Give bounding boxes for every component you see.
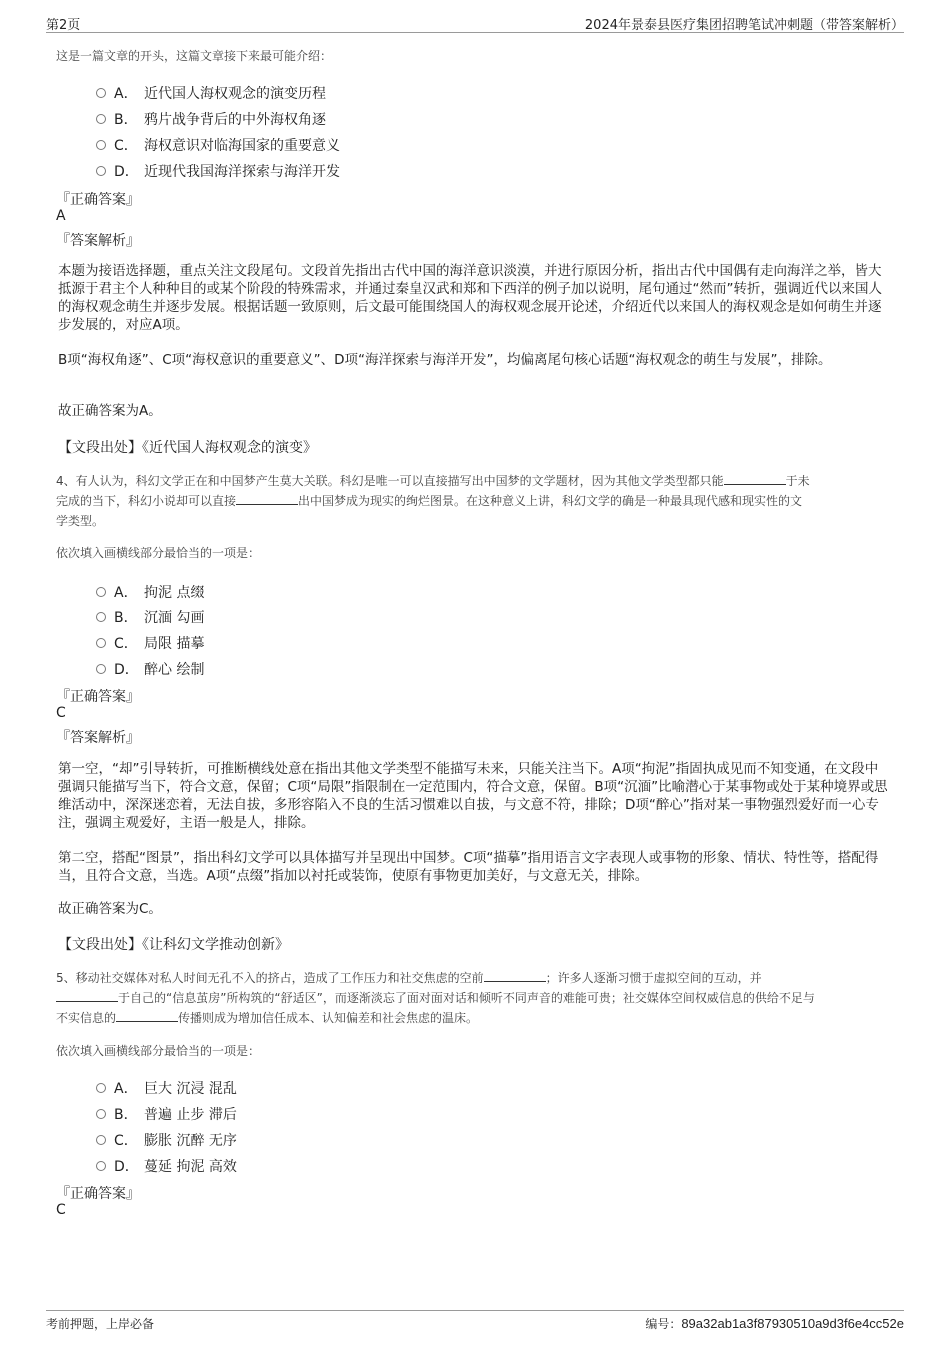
- footer-slogan: 考前押题，上岸必备: [46, 1317, 155, 1331]
- radio-icon[interactable]: [96, 664, 106, 674]
- option-text: 蔓延 拘泥 高效: [144, 1159, 237, 1175]
- option-text: 拘泥 点缀: [144, 585, 205, 601]
- q3-answer: A: [56, 208, 66, 224]
- q5-prompt: 依次填入画横线部分最恰当的一项是：: [56, 1044, 261, 1058]
- fill-blank: [56, 989, 118, 1002]
- radio-icon[interactable]: [96, 1161, 106, 1171]
- option-text: 膨胀 沉醉 无序: [144, 1133, 237, 1149]
- option-label: B．: [114, 112, 138, 128]
- q3-analysis-title: 『答案解析』: [56, 233, 140, 249]
- page-number: 第2页: [46, 18, 81, 33]
- option-label: A．: [114, 585, 138, 601]
- q4-stem-text: 出中国梦成为现实的绚烂图景。在这种意义上讲，科幻文学的确是一种最具现代感和现实性的文: [298, 494, 803, 508]
- q5-stem: [56, 968, 902, 1028]
- q5-stem-text: 不实信息的: [56, 1011, 117, 1025]
- code-value: 89a32ab1a3f87930510a9d3f6e4cc52e: [681, 1316, 904, 1331]
- radio-icon[interactable]: [96, 1135, 106, 1145]
- radio-icon[interactable]: [96, 587, 106, 597]
- q4-analysis-p2: 第二空，搭配“图景”，指出科幻文学可以具体描写并呈现出中国梦。C项“描摹”指用语言文字表现人或事物的形象、情状、特性等，搭配得当，且符合文意，当选。A项“点缀”指加以衬托或装饰，使原有事物更加美好，与文意无关，排除。: [58, 850, 879, 884]
- q4-stem-text: 4、有人认为，科幻文学正在和中国梦产生莫大关联。科幻是唯一可以直接描写出中国梦的文学题材，因为其他文学类型都只能: [56, 474, 724, 488]
- option-label: A．: [114, 86, 138, 102]
- option-label: D．: [114, 164, 139, 180]
- option-text: 鸦片战争背后的中外海权角逐: [144, 112, 326, 128]
- option-label: D．: [114, 662, 139, 678]
- option-label: D．: [114, 1159, 139, 1175]
- option-text: 普遍 止步 滞后: [144, 1107, 237, 1123]
- q3-source: 【文段出处】《近代国人海权观念的演变》: [58, 440, 317, 456]
- radio-icon[interactable]: [96, 638, 106, 648]
- q5-stem-text: ；许多人逐渐习惯于虚拟空间的互动，并: [545, 971, 762, 985]
- q3-answer-title: 『正确答案』: [56, 192, 140, 208]
- fill-blank: [116, 1009, 178, 1022]
- code-label: 编号：: [645, 1317, 682, 1331]
- option-text: 近代国人海权观念的演变历程: [144, 86, 326, 102]
- option-label: C．: [114, 138, 138, 154]
- q5-answer: C: [56, 1202, 66, 1218]
- footer-code: [645, 1315, 904, 1332]
- option-label: C．: [114, 1133, 138, 1149]
- option-label: B．: [114, 1107, 138, 1123]
- q5-stem-text: 5、移动社交媒体对私人时间无孔不入的挤占，造成了工作压力和社交焦虑的空前: [56, 971, 484, 985]
- option-text: 醉心 绘制: [144, 662, 205, 678]
- q4-analysis-p1: 第一空，“却”引导转折，可推断横线处意在指出其他文学类型不能描写未来，只能关注当下。A项“拘泥”指固执成见而不知变通，在文段中强调只能描写当下，符合文意，保留；C项“局限”指限制在一定范围内，符合文意，保留。B项“沉湎”比喻潜心于某事物或处于某种境界或思维活动中，深深迷恋着，无法自拔，多形容陷入不良的生活习惯难以自拔，与文意不符，排除；D项“醉心”指对某一事物强烈爱好而一心专注，强调主观爱好，主语一般是人，排除。: [58, 761, 888, 831]
- fill-blank: [236, 492, 298, 505]
- option-text: 近现代我国海洋探索与海洋开发: [144, 164, 340, 180]
- q4-analysis-title: 『答案解析』: [56, 730, 140, 746]
- radio-icon[interactable]: [96, 166, 106, 176]
- radio-icon[interactable]: [96, 88, 106, 98]
- radio-icon[interactable]: [96, 1083, 106, 1093]
- q3-prompt: 这是一篇文章的开头，这篇文章接下来最可能介绍：: [56, 49, 333, 63]
- q4-stem-text: 学类型。: [56, 514, 105, 528]
- q4-analysis-p3: 故正确答案为C。: [58, 901, 162, 917]
- page-header: [46, 14, 904, 33]
- q4-answer-title: 『正确答案』: [56, 689, 140, 705]
- document-title: 2024年景泰县医疗集团招聘笔试冲刺题（带答案解析）: [584, 18, 904, 33]
- q4-prompt: 依次填入画横线部分最恰当的一项是：: [56, 546, 261, 560]
- q3-analysis-p2: B项“海权角逐”、C项“海权意识的重要意义”、D项“海洋探索与海洋开发”，均偏离尾句核心话题“海权观念的萌生与发展”，排除。: [58, 352, 832, 368]
- option-label: C．: [114, 636, 138, 652]
- q4-stem-text: 完成的当下，科幻小说却可以直接: [56, 494, 237, 508]
- q4-answer: C: [56, 705, 66, 721]
- option-text: 巨大 沉浸 混乱: [144, 1081, 237, 1097]
- q4-source: 【文段出处】《让科幻文学推动创新》: [58, 937, 289, 953]
- radio-icon[interactable]: [96, 140, 106, 150]
- radio-icon[interactable]: [96, 1109, 106, 1119]
- q5-answer-title: 『正确答案』: [56, 1186, 140, 1202]
- fill-blank: [724, 472, 786, 485]
- q3-analysis-p1: 本题为接语选择题，重点关注文段尾句。文段首先指出古代中国的海洋意识淡漠，并进行原因分析，指出古代中国偶有走向海洋之举，皆大抵源于君主个人种种目的或某个阶段的特殊需求，并通过秦皇汉武和郑和下西洋的例子加以说明，尾句通过“然而”转折，强调近代以来国人的海权观念萌生并逐步发展。根据话题一致原则，后文最可能围绕国人的海权观念展开论述，介绍近代以来国人的海权观念是如何萌生并逐步发展的，对应A项。: [58, 263, 882, 333]
- radio-icon[interactable]: [96, 612, 106, 622]
- option-text: 局限 描摹: [144, 636, 205, 652]
- q4-stem: [56, 471, 902, 531]
- q5-stem-text: 于自己的“信息茧房”所构筑的“舒适区”，而逐渐淡忘了面对面对话和倾听不同声音的难能可贵；社交媒体空间权威信息的供给不足与: [118, 991, 815, 1005]
- option-text: 海权意识对临海国家的重要意义: [144, 138, 340, 154]
- page-footer: [46, 1310, 904, 1335]
- radio-icon[interactable]: [96, 114, 106, 124]
- option-label: B．: [114, 610, 138, 626]
- option-label: A．: [114, 1081, 138, 1097]
- q3-analysis-p3: 故正确答案为A。: [58, 403, 162, 419]
- option-text: 沉湎 勾画: [144, 610, 205, 626]
- q4-stem-text: 于未: [785, 474, 810, 488]
- q5-stem-text: 传播则成为增加信任成本、认知偏差和社会焦虑的温床。: [178, 1011, 479, 1025]
- fill-blank: [484, 969, 546, 982]
